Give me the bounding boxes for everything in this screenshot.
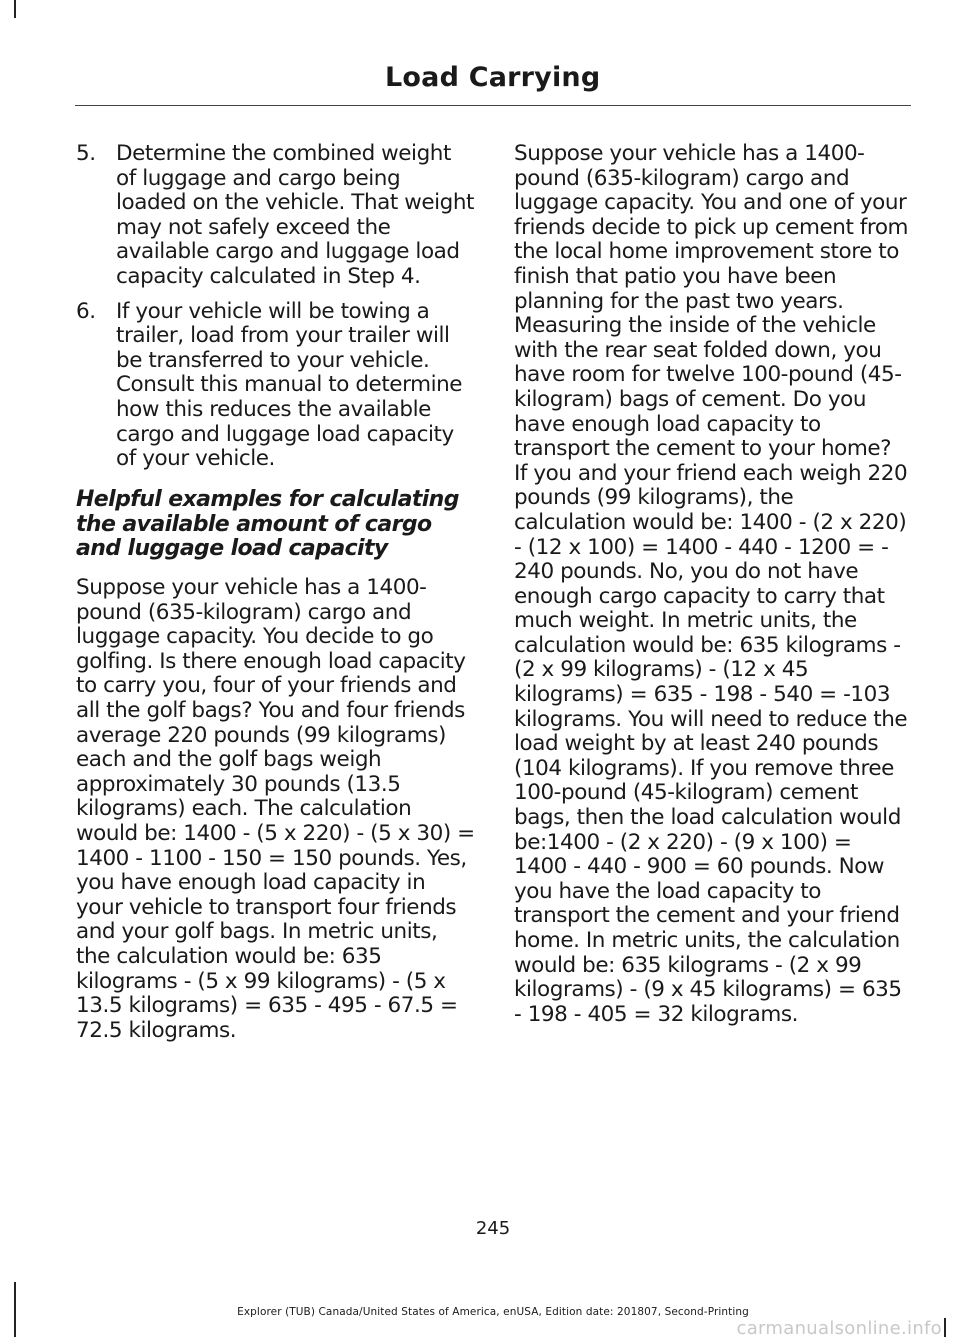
left-column [76,142,476,1043]
step-6 [76,300,476,472]
step-number: 6. [76,298,96,324]
step-number: 5. [76,141,96,166]
example-golfing-paragraph: Suppose your vehicle has a 1400-pound (635-kilogram) cargo and luggage capacity. You decide to go golfing. Is there enough load capacity to carry you, four of your friends and all the golf bags? You and four friends average 220 pounds (99 kilograms) each and the golf bags weigh approximately 30 pounds (13.5 kilograms) each. The calculation would be: 1400 - (5 x 220) - (5 x 30) = 1400 - 1100 - 150 = 150 pounds. Yes, you have enough load capacity in your vehicle to transport four friends and your golf bags. In metric units, the calculation would be: 635 kilograms - (5 x 99 kilograms) - (5 x 13.5 kilograms) = 635 - 495 - 67.5 = 72.5 kilograms. [76,575,475,1043]
crop-mark-top-left [14,0,16,18]
section-title: Load Carrying [385,62,601,93]
example-cement-paragraph: Suppose your vehicle has a 1400-pound (635-kilogram) cargo and luggage capacity. You and one of your friends decide to pick up cement from the local home improvement store to finish that patio you have been planning for the past two years. Measuring the inside of the vehicle with the rear seat folded down, you have room for twelve 100-pound (45-kilogram) bags of cement. Do you have enough load capacity to transport the cement to your home? If you and your friend each weigh 220 pounds (99 kilograms), the calculation would be: 1400 - (2 x 220) - (12 x 100) = 1400 - 440 - 1200 = - 240 pounds. No, you do not have enough cargo capacity to carry that much weight. In metric units, the calculation would be: 635 kilograms - (2 x 99 kilograms) - (12 x 45 kilograms) = 635 - 198 - 540 = -103 kilograms. You will need to reduce the load weight by at least 240 pounds (104 kilograms). If you remove three 100-pound (45-kilogram) cement bags, then the load calculation would be:1400 - (2 x 220) - (9 x 100) = 1400 - 440 - 900 = 60 pounds. Now you have the load capacity to transport the cement and your friend home. In metric units, the calculation would be: 635 kilograms - (2 x 99 kilograms) - (9 x 45 kilograms) = 635 - 198 - 405 = 32 kilograms. [514,141,909,1027]
header-divider [75,105,911,106]
watermark-logo: carmanualsonline.info [736,1318,942,1339]
right-column [514,142,910,1027]
crop-mark-bottom-right [944,1318,946,1337]
step-text: Determine the combined weight of luggage and cargo being loaded on the vehicle. That weight may not safely exceed the available cargo and luggage load capacity calculated in Step 4. [116,141,475,289]
sub-heading: Helpful examples for calculating the available amount of cargo and luggage load capacity [76,486,459,562]
footer-edition-info: Explorer (TUB) Canada/United States of America, enUSA, Edition date: 201807, Second-Printing [237,1306,749,1318]
page-number: 245 [475,1218,511,1239]
step-text: If your vehicle will be towing a trailer, load from your trailer will be transferred to your vehicle. Consult this manual to determine how this reduces the available cargo and luggage load capacity of your vehicle. [116,298,463,472]
step-5 [76,142,476,290]
